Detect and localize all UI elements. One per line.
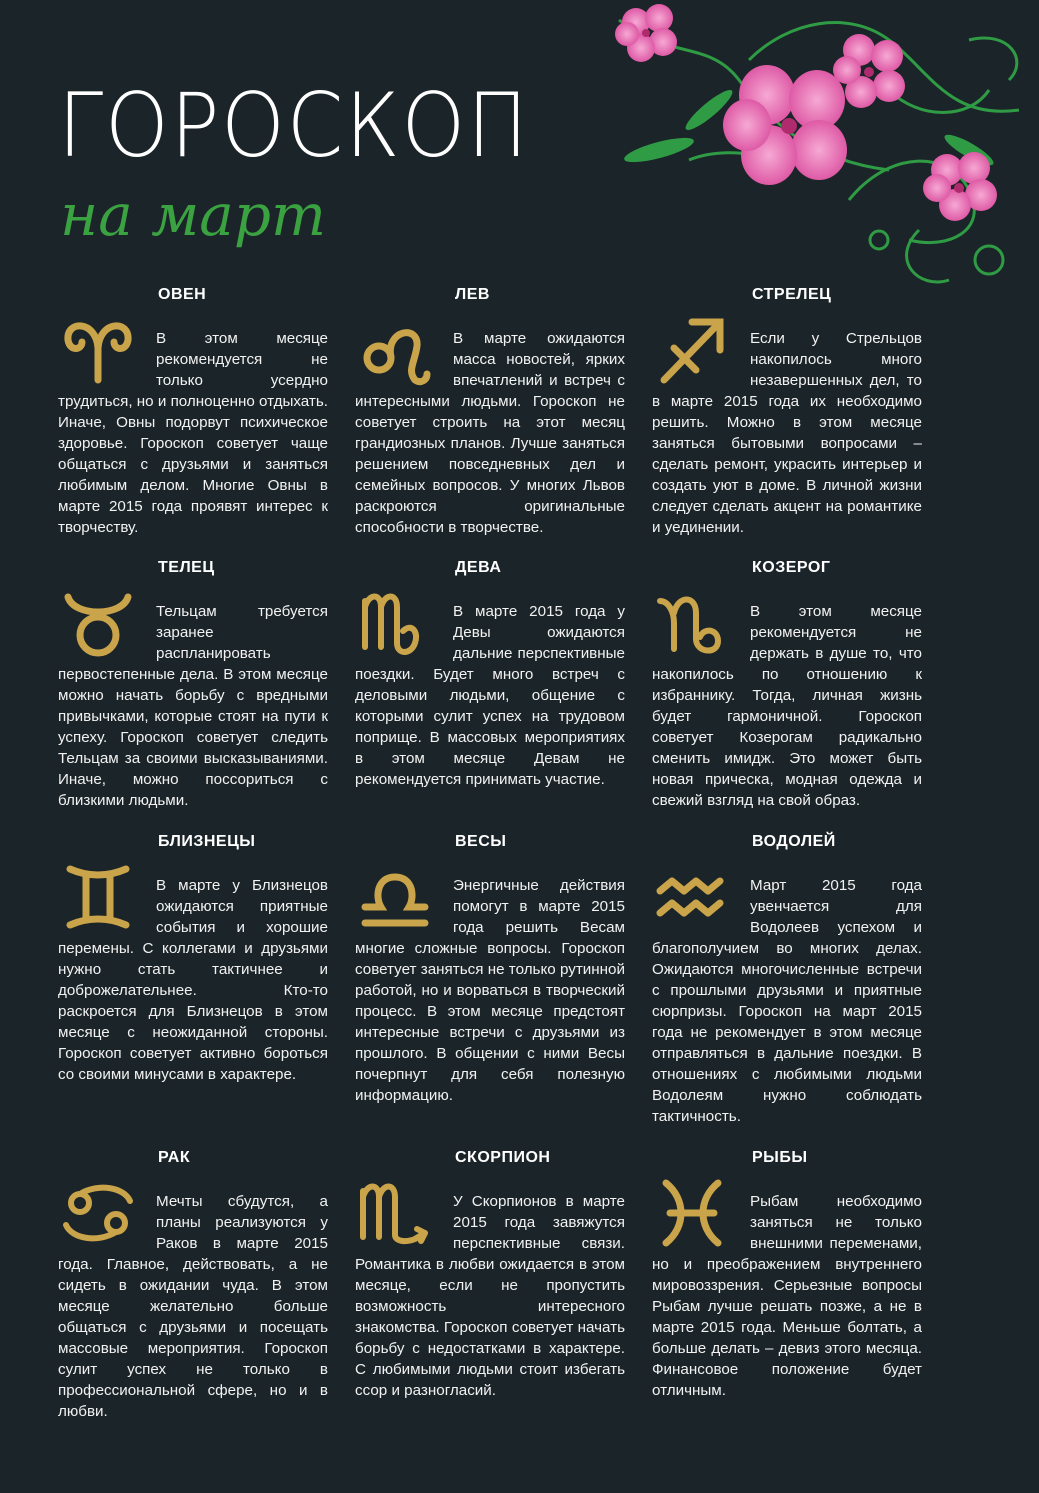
sign-title: КОЗЕРОГ [752, 559, 831, 576]
flower-bottom-icon [923, 152, 997, 221]
sign-text: Март 2015 года увенчается для Водолеев успехом и благополучием во многих делах. Ожидаются многочисленные встречи с прошлыми друзьями и приятные сюрпризы. Гороскоп на март 2015 года не рекомендует в этом месяце отправляться в дальние поездки. В отношениях с любимыми людьми Водолеям нужно соблюдать тактичность. [652, 877, 922, 1125]
sign-title: ОВЕН [158, 286, 207, 303]
sign-text: Мечты сбудутся, а планы реализуются у Раков в марте 2015 года. Главное, действовать, а не сидеть в ожидании чуда. В этом месяце желательно больше общаться с друзьями и посещать массовые мероприятия. Гороскоп сулит успех не только в профессиональной сфере, но и в любви. [58, 1193, 328, 1420]
sign-text: Тельцам требуется заранее распланировать первостепенные дела. В этом месяце можно начать борьбу с вредными привычками, которые стоят на пути к успеху. Гороскоп советует следить Тельцам за своими высказываниями. Иначе, можно поссориться с близкими людьми. [58, 603, 328, 809]
sign-title: РЫБЫ [752, 1149, 808, 1166]
sign-title: ТЕЛЕЦ [158, 559, 215, 576]
sign-text: В марте 2015 года у Девы ожидаются дальние перспективные поездки. Будет много встреч с деловыми людьми, общение с которыми сулит успех на трудовом поприще. В массовых мероприятиях в этом месяце Девам не рекомендуется принимать участие. [355, 603, 625, 788]
sign-title: ВОДОЛЕЙ [752, 833, 836, 850]
sign-title: РАК [158, 1149, 191, 1166]
sign-text: В этом месяце рекомендуется не только усердно трудиться, но и полноценно отдыхать. Иначе, Овны подорвут психическое здоровье. Гороскоп советует чаще общаться с друзьями и заняться любимым делом. Многие Овны в марте 2015 года проявят интерес к творчеству. [58, 330, 328, 536]
sign-text: В марте ожидаются масса новостей, ярких впечатлений и встреч с интересными людьми. Гороскоп не советует строить на этот месяц грандиозных планов. Лучше заняться решением повседневных дел и семейных вопросов. У многих Львов раскроются оригинальные способности в творчестве. [355, 330, 625, 536]
sign-text: В этом месяце рекомендуется не держать в душе то, что накопилось по отношению к избраннику. Тогда, личная жизнь будет гармоничной. Гороскоп советует Козерогам радикально сменить имидж. Это может быть новая прическа, модная одежда и свежий взгляд на свой образ. [652, 603, 922, 809]
sign-title: БЛИЗНЕЦЫ [158, 833, 256, 850]
sign-title: СТРЕЛЕЦ [752, 286, 832, 303]
sign-title: СКОРПИОН [455, 1149, 551, 1166]
sign-text: Рыбам необходимо заняться не только внешними переменами, но и преображением внутреннего мировоззрения. Серьезные вопросы Рыбам лучше решать позже, а не в марте 2015 года. Меньше болтать, а больше делать – девиз этого месяца. Финансовое положение будет отличным. [652, 1193, 922, 1399]
page-title: ГОРОСКОП [58, 74, 530, 177]
sign-text: Если у Стрельцов накопилось много незавершенных дел, то в марте 2015 года их необходимо решить. Можно в этом месяце заняться бытовыми вопросами – сделать ремонт, украсить интерьер и создать уют в доме. В личной жизни следует сделать акцент на романтике и уединении. [652, 330, 922, 536]
sign-title: ДЕВА [455, 559, 502, 576]
sign-title: ВЕСЫ [455, 833, 507, 850]
sign-title: ЛЕВ [455, 286, 490, 303]
sign-text: Энергичные действия помогут в марте 2015 года решить Весам многие сложные вопросы. Гороскоп советует заняться не только рутинной работой, но и ворваться в творческий процесс. В этом месяце предстоят интересные встречи с друзьями из прошлого. В общении с ними Весы почерпнут для себя полезную информацию. [355, 877, 625, 1104]
flower-top-icon [615, 4, 677, 62]
floral-decoration-icon [589, 0, 1039, 300]
page-subtitle: на март [60, 181, 327, 249]
sign-text: В марте у Близнецов ожидаются приятные события и хорошие перемены. С коллегами и друзьями нужно стать тактичнее и доброжелательнее. Кто-то раскроется для Близнецов в этом месяце с неожиданной стороны. Гороскоп советует активно бороться со своими минусами в характере. [58, 877, 328, 1083]
sign-text: У Скорпионов в марте 2015 года завяжутся перспективные связи. Романтика в любви ожидается в этом месяце, если не пропустить возможность интересного знакомства. Гороскоп советует начать борьбу с недостатками в характере. С любимыми людьми стоит избегать ссор и разногласий. [355, 1193, 625, 1399]
flower-large-icon [723, 65, 847, 185]
